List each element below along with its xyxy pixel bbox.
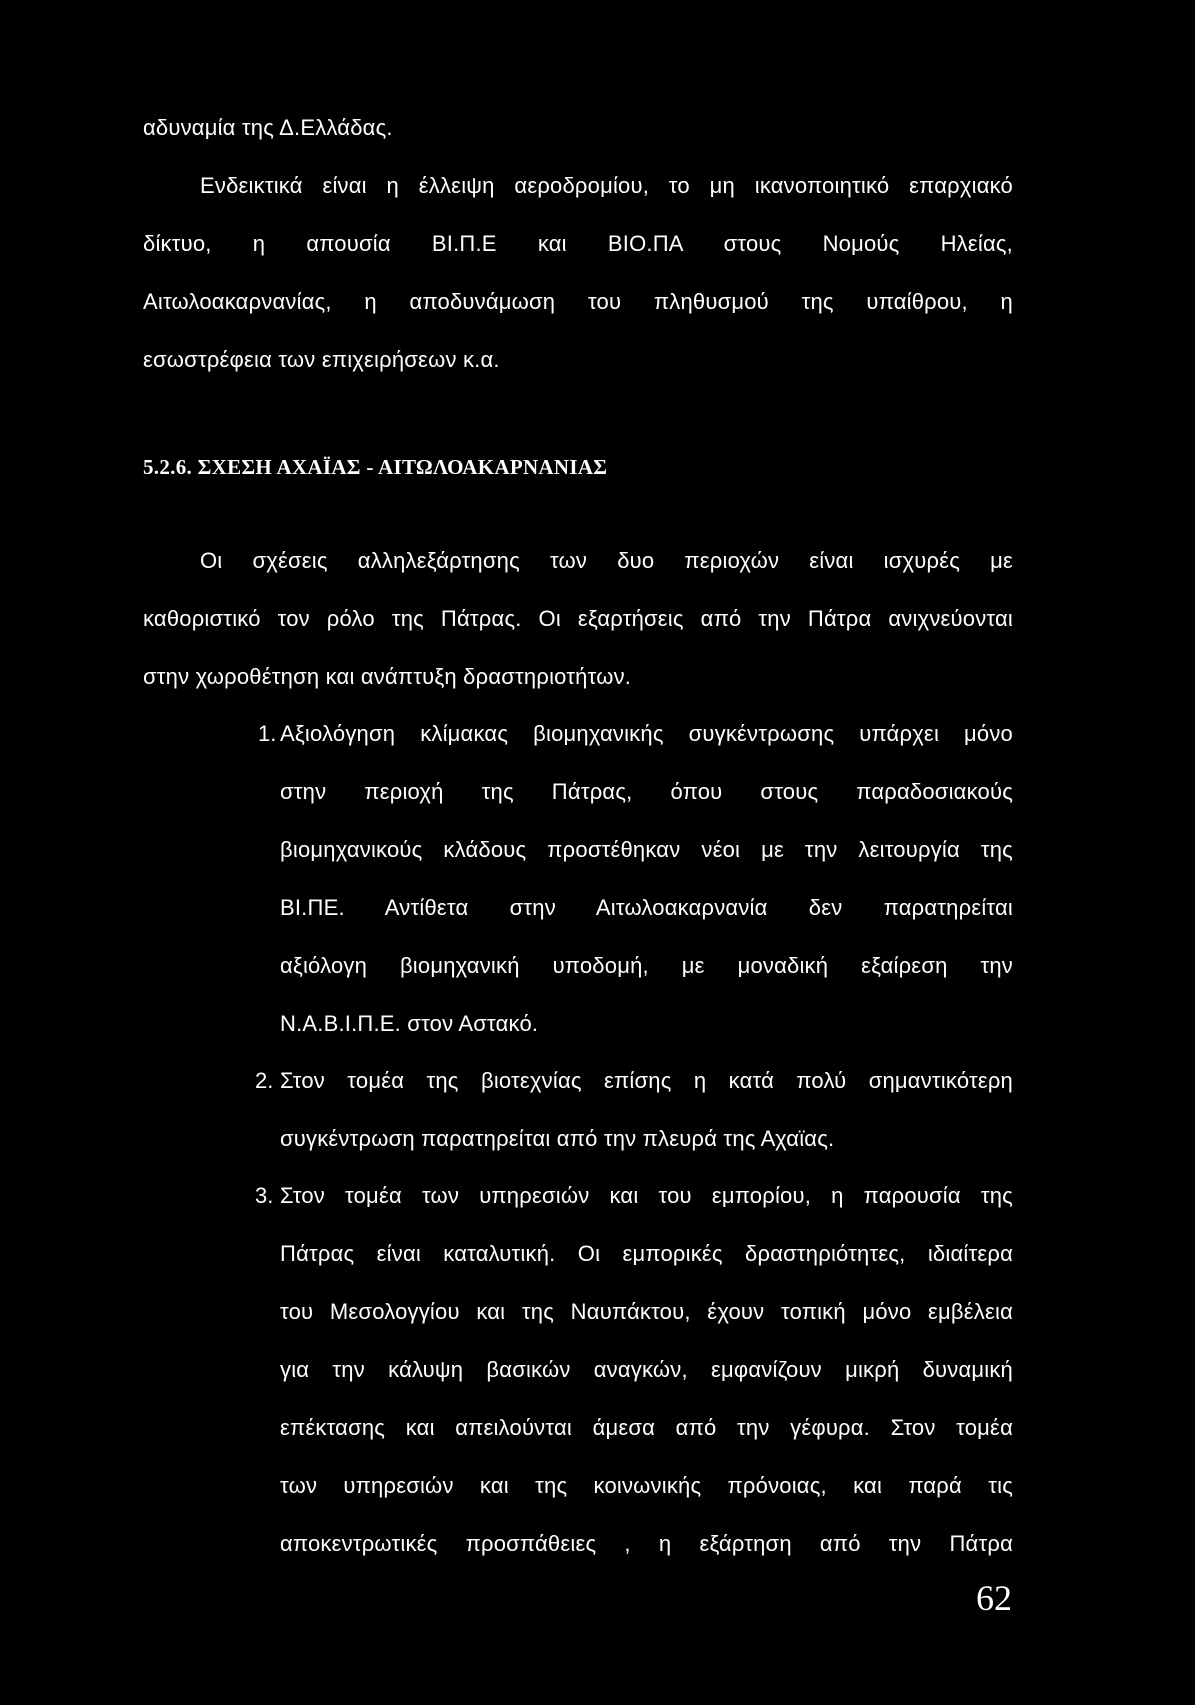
list-item-line: στην περιοχή της Πάτρας, όπου στους παραδοσιακούς [280,779,1013,804]
page-number: 62 [976,1578,1012,1618]
paragraph2-line: καθοριστικό τον ρόλο της Πάτρας. Οι εξαρτήσεις από την Πάτρα ανιχνεύονται [143,606,1013,631]
list-item-number: 2. [255,1068,274,1093]
paragraph1-line: εσωστρέφεια των επιχειρήσεων κ.α. [143,347,500,372]
list-item-line: αποκεντρωτικές προσπάθειες , η εξάρτηση από την Πάτρα [280,1531,1013,1556]
list-item-line: ΒΙ.ΠΕ. Αντίθετα στην Αιτωλοακαρνανία δεν παρατηρείται [280,895,1013,920]
section-heading: 5.2.6. ΣΧΕΣΗ ΑΧΑΪΑΣ - ΑΙΤΩΛΟΑΚΑΡΝΑΝΙΑΣ [143,455,608,479]
list-item-line: για την κάλυψη βασικών αναγκών, εμφανίζουν μικρή δυναμική [280,1357,1013,1382]
list-item-line: του Μεσολογγίου και της Ναυπάκτου, έχουν τοπική μόνο εμβέλεια [280,1299,1013,1324]
list-item-line: επέκτασης και απειλούνται άμεσα από την γέφυρα. Στον τομέα [280,1415,1013,1440]
paragraph2-line: στην χωροθέτηση και ανάπτυξη δραστηριοτήτων. [143,664,632,689]
paragraph1-line: Ενδεικτικά είναι η έλλειψη αεροδρομίου, το μη ικανοποιητικό επαρχιακό [200,173,1013,198]
list-item-number: 1. [258,721,277,746]
list-item-line: Στον τομέα των υπηρεσιών και του εμπορίου, η παρουσία της [280,1183,1013,1208]
paragraph2-line: Οι σχέσεις αλληλεξάρτησης των δυο περιοχών είναι ισχυρές με [200,548,1013,573]
list-item-number: 3. [255,1183,274,1208]
list-item-line: των υπηρεσιών και της κοινωνικής πρόνοιας, και παρά τις [280,1473,1013,1498]
list-item-line: βιομηχανικούς κλάδους προστέθηκαν νέοι με την λειτουργία της [280,837,1013,862]
list-item-line: Πάτρας είναι καταλυτική. Οι εμπορικές δραστηριότητες, ιδιαίτερα [280,1241,1013,1266]
paragraph1-line: Αιτωλοακαρνανίας, η αποδυνάμωση του πληθυσμού της υπαίθρου, η [143,289,1013,314]
list-item-line: Ν.Α.Β.Ι.Π.Ε. στον Αστακό. [280,1011,539,1036]
list-item-line: Στον τομέα της βιοτεχνίας επίσης η κατά πολύ σημαντικότερη [280,1068,1013,1093]
paragraph1-line: δίκτυο, η απουσία ΒΙ.Π.Ε και ΒΙΟ.ΠΑ στους Νομούς Ηλείας, [143,231,1013,256]
paragraph1-line: αδυναμία της Δ.Ελλάδας. [143,115,393,140]
list-item-line: Αξιολόγηση κλίμακας βιομηχανικής συγκέντρωσης υπάρχει μόνο [280,721,1013,746]
list-item-line: αξιόλογη βιομηχανική υποδομή, με μοναδική εξαίρεση την [280,953,1013,978]
list-item-line: συγκέντρωση παρατηρείται από την πλευρά της Αχαϊας. [280,1126,835,1151]
